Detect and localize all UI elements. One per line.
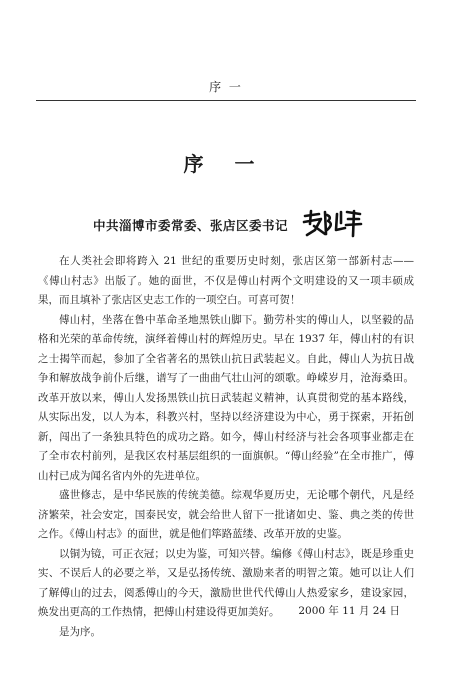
author-line (48, 208, 408, 242)
preface-body (38, 252, 414, 642)
running-header: 序 一 (209, 80, 243, 94)
paragraph: 是为序。 (59, 625, 101, 638)
page-title: 序 一 (183, 152, 267, 176)
paragraph: 在人类社会即将跨入 21 世纪的重要历史时刻，张店区第一部新村志——《傅山村志》出版了。她的面世，不仅是傅山村两个文明建设的又一项丰硕成果，而且填补了张店区史志工作的一项空白。可喜可贺！ (38, 255, 414, 306)
date-line: 2000 年 11 月 24 日 (298, 605, 400, 617)
paragraph: 以铜为镜，可正衣冠；以史为鉴，可知兴替。编修《傅山村志》，既是珍重史实、不误后人的必要之举，又是弘扬传统、激励来者的明智之策。她可以让人们了解傅山的过去，阅悉傅山的今天，激励世世代代傅山人热爱家乡，建设家园，焕发出更高的工作热情，把傅山村建设得更加美好。 (38, 547, 414, 618)
author-title: 中共淄博市委常委、张店区委书记 (92, 218, 288, 233)
header-rule (36, 100, 416, 101)
handwritten-signature-icon (301, 208, 363, 238)
paragraph: 傅山村，坐落在鲁中革命圣地黑铁山脚下。勤劳朴实的傅山人，以坚毅的品格和光荣的革命传统，演绎着傅山村的辉煌历史。早在 1937 年，傅山村的有识之士揭竿而起，参加了全省著名的黑铁山抗日武装起义。自此，傅山人为抗日战争和解放战争前仆后继，谱写了一曲曲气壮山河的颂歌。峥嵘岁月，沧海桑田。改革开放以来，傅山人发扬黑铁山抗日武装起义精神，认真贯彻党的基本路线，从实际出发，以人为本，科教兴村，坚持以经济建设为中心，勇于探索，开拓创新，闯出了一条独具特色的成功之路。如今，傅山村经济与社会各项事业都走在了全市农村前列，是我区农村基层组织的一面旗帜。“傅山经验”在全市推广，傅山村已成为闻名省内外的先进单位。 (38, 313, 414, 482)
signature-image (301, 208, 363, 242)
paragraph: 盛世修志，是中华民族的传统美德。综观华夏历史，无论哪个朝代，凡是经济繁荣，社会安定，国泰民安，就会给世人留下一批诸如史、鉴、典之类的传世之作。《傅山村志》的面世，就是他们筚路蓝缕、改革开放的史鉴。 (38, 489, 414, 540)
